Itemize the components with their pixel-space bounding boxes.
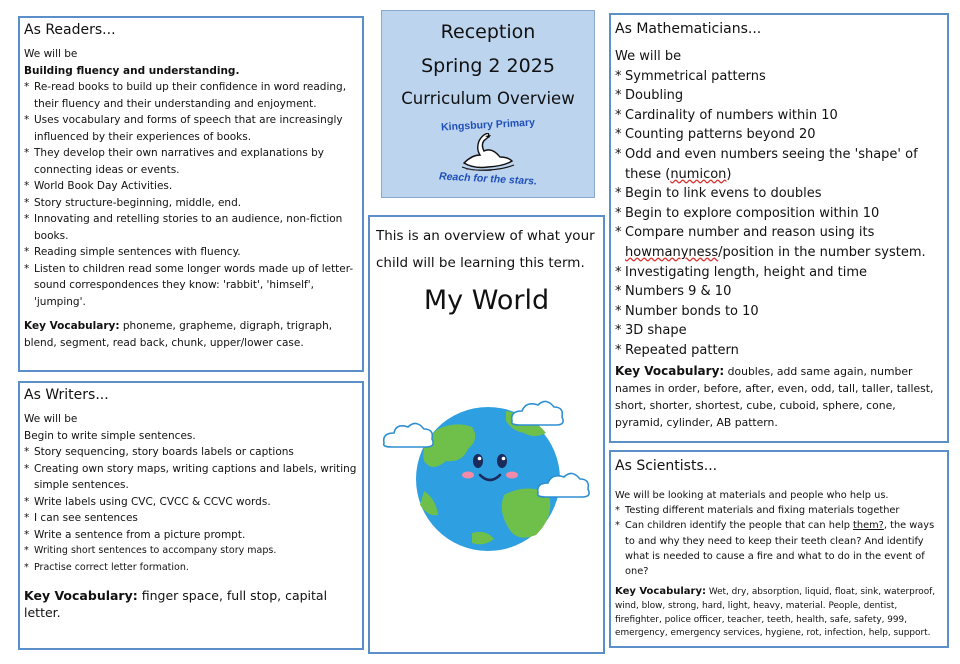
- maths-item-text: Odd and even numbers seeing the 'shape' of these (: [625, 146, 918, 182]
- list-item: * Writing short sentences to accompany story maps.: [24, 543, 358, 560]
- readers-panel: [18, 16, 364, 372]
- maths-vocab: [615, 363, 943, 431]
- science-heading: As Scientists...: [615, 458, 718, 474]
- maths-vocab-label: Key Vocabulary:: [615, 363, 725, 378]
- writers-heading: As Writers...: [24, 387, 109, 403]
- maths-item-text: howmanyness: [625, 244, 719, 260]
- list-item: * Number bonds to 10: [615, 302, 943, 322]
- list-item: * Story structure-beginning, middle, end.: [24, 195, 358, 212]
- list-item: * Practise correct letter formation.: [24, 560, 358, 577]
- science-list: [615, 503, 943, 579]
- list-item: * They develop their own narratives and explanations by connecting ideas or events.: [24, 145, 358, 178]
- list-item: * Re-read books to build up their confidence in word reading, their fluency and their understanding and enjoyment.: [24, 79, 358, 112]
- list-item: * Uses vocabulary and forms of speech that are increasingly influenced by their experiences of books.: [24, 112, 358, 145]
- list-item: * 3D shape: [615, 321, 943, 341]
- readers-vocab-text: phoneme, grapheme, digraph, trigraph, blend, segment, read back, chunk, upper/lower case.: [24, 320, 333, 349]
- maths-heading: As Mathematicians...: [615, 21, 762, 37]
- cloud-icon-left: [384, 423, 433, 447]
- list-item: * Write labels using CVC, CVCC & CCVC words.: [24, 494, 358, 511]
- list-item: * Reading simple sentences with fluency.: [24, 244, 358, 261]
- maths-vocab-text: doubles, add same again, number names in order, before, after, even, odd, tall, taller, tallest, short, shorter, shortest, cube, cuboid, sphere, cone, pyramid, cylinder, AB pattern.: [615, 364, 934, 429]
- list-item: * Repeated pattern: [615, 341, 943, 361]
- list-item: * Doubling: [615, 86, 943, 106]
- list-item: * Begin to link evens to doubles: [615, 184, 943, 204]
- maths-panel: [609, 13, 949, 443]
- writers-vocab: [24, 588, 358, 621]
- title-line-3: Curriculum Overview: [401, 89, 575, 108]
- science-item-text: , the ways to and why they need to keep their teeth clean? And identify what is needed to cause a fire and what to do in the event of one?: [625, 520, 935, 578]
- list-item: * Write a sentence from a picture prompt.: [24, 527, 358, 544]
- list-item: * Cardinality of numbers within 10: [615, 106, 943, 126]
- swan-icon: [458, 133, 518, 171]
- maths-item-text: /position in the number system.: [718, 244, 926, 260]
- readers-intro: We will be: [24, 48, 78, 60]
- list-item: * Innovating and retelling stories to an audience, non-fiction books.: [24, 211, 358, 244]
- readers-heading: As Readers...: [24, 22, 116, 38]
- maths-intro: We will be: [615, 49, 682, 64]
- list-item: [615, 223, 943, 262]
- list-item: * Counting patterns beyond 20: [615, 125, 943, 145]
- readers-vocab-label: Key Vocabulary:: [24, 320, 120, 332]
- list-item: * Listen to children read some longer words made up of letter-sound correspondences they know: 'rabbit', 'himself', 'jumping'.: [24, 261, 358, 311]
- science-vocab-text: Wet, dry, absorption, liquid, float, sink, waterproof, wind, blow, strong, hard, light, heavy, material. People, dentist, firefighter, police officer, teacher, teeth, health, safe, safety, 999, emergency, emergency services, hygiene, rot, infection, help, support.: [615, 587, 936, 639]
- readers-list: [24, 79, 358, 310]
- title-line-1: Reception: [440, 21, 536, 43]
- list-item: * Numbers 9 & 10: [615, 282, 943, 302]
- list-item: * Investigating length, height and time: [615, 263, 943, 283]
- science-panel: [609, 450, 949, 648]
- list-item: * Begin to explore composition within 10: [615, 204, 943, 224]
- science-vocab: [615, 585, 943, 641]
- school-motto: Reach for the stars.: [438, 170, 538, 188]
- list-item: * Symmetrical patterns: [615, 67, 943, 87]
- title-panel: [381, 10, 595, 198]
- science-intro: We will be looking at materials and people who help us.: [615, 490, 889, 501]
- maths-list: [615, 67, 943, 361]
- overview-panel: [368, 215, 605, 654]
- school-name: Kingsbury Primary: [440, 116, 536, 134]
- writers-vocab-text: finger space, full stop, capital letter.: [24, 588, 328, 620]
- list-item: [615, 518, 943, 579]
- list-item: * Story sequencing, story boards labels or captions: [24, 444, 358, 461]
- writers-intro: We will be: [24, 413, 78, 425]
- school-logo: [388, 115, 588, 195]
- writers-vocab-label: Key Vocabulary:: [24, 588, 138, 603]
- title-line-2: Spring 2 2025: [421, 55, 555, 77]
- overview-text: This is an overview of what your child will be learning this term.: [376, 228, 595, 271]
- maths-item-text: numicon: [670, 166, 727, 182]
- readers-focus: Building fluency and understanding.: [24, 64, 240, 77]
- writers-focus: Begin to write simple sentences.: [24, 429, 196, 442]
- science-vocab-label: Key Vocabulary:: [615, 586, 706, 598]
- earth-icon: [376, 387, 596, 557]
- maths-item-text: ): [726, 166, 732, 182]
- list-item: * Testing different materials and fixing materials together: [615, 503, 943, 518]
- writers-list: [24, 444, 358, 576]
- list-item: * I can see sentences: [24, 510, 358, 527]
- list-item: * World Book Day Activities.: [24, 178, 358, 195]
- writers-panel: [18, 381, 364, 650]
- maths-item-text: Compare number and reason using its: [625, 225, 875, 241]
- theme-title: My World: [423, 285, 550, 316]
- science-item-text: them?: [853, 520, 884, 532]
- science-item-text: Can children identify the people that can help: [625, 520, 854, 532]
- list-item: * Creating own story maps, writing captions and labels, writing simple sentences.: [24, 461, 358, 494]
- list-item: [615, 145, 943, 184]
- readers-vocab: [24, 318, 358, 351]
